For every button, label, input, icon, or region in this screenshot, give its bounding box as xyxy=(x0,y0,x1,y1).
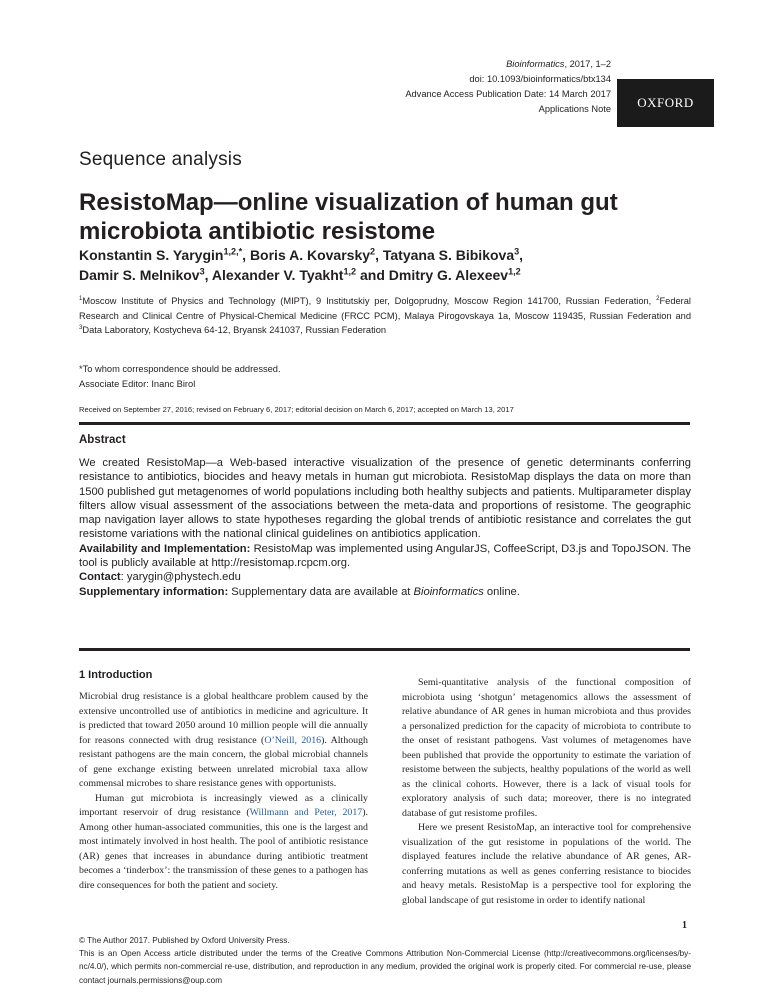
paragraph: Semi-quantitative analysis of the functional composition of microbiota using ‘shotgun’ metagenomics allows the assessment of relative abundance of AR genes in human microbiota and thus provides a personalized prediction for the capacity of microbiota to contribute to the onset of resistant pathogens. Vast volumes of metagenomes have been published that provide the opportunity to estimate the variation of resistome between the subjects, healthy populations of the world as well as the clinical cohorts. However, there is a lack of visual tools for exploratory analysis of such data; moreover, there is no integrated database of gut resistome profiles. xyxy=(402,677,691,819)
author-affil-sup: 1,2 xyxy=(508,266,521,277)
article-title: ResistoMap—online visualization of human gut microbiota antibiotic resistome xyxy=(79,189,618,245)
affil-sup: 1 xyxy=(79,295,83,302)
contact-text[interactable]: : yarygin@phystech.edu xyxy=(120,571,241,584)
author-separator: , xyxy=(242,247,250,263)
citation-link[interactable]: O’Neill, 2016 xyxy=(264,734,322,746)
publication-date: Advance Access Publication Date: 14 March 2017 xyxy=(405,89,611,99)
supplementary-journal: Bioinformatics xyxy=(413,585,484,598)
author-separator: and xyxy=(356,267,389,283)
license-text: This is an Open Access article distributed under the terms of the Creative Commons Attribution Non-Commercial License (http://creativecommons.org/licenses/by-nc/4.0/), which permits non-commercial re-use, distribution, and reproduction in any medium, provided the original work is properly cited. For commercial re-use, please contact journals.permissions@oup.com xyxy=(79,949,691,985)
journal-citation xyxy=(506,58,611,71)
author-separator: , xyxy=(519,247,524,263)
paragraph xyxy=(79,792,368,894)
oxford-logo: OXFORD xyxy=(617,79,714,127)
corresponding-star: * xyxy=(238,246,243,257)
abstract-body xyxy=(79,456,691,599)
author-separator: , xyxy=(375,247,383,263)
author-name: Damir S. Melnikov xyxy=(79,267,200,283)
affil-sup: 3 xyxy=(79,325,83,332)
supplementary-label: Supplementary information: xyxy=(79,585,229,598)
supplementary-text: Supplementary data are available at xyxy=(228,585,414,598)
page-number: 1 xyxy=(682,920,687,931)
section-label: Sequence analysis xyxy=(79,149,242,170)
contact-label: Contact xyxy=(79,571,121,584)
abstract-text: We created ResistoMap—a Web-based interactive visualization of the presence of genetic determinants conferring resistance to antibiotics, biocides and heavy metals in human gut microbiota. ResistoMap displays the data on more than 1500 published gut metagenomes of world populations including both healthy subjects and patients. Multiparameter display filters allow visual assessment of the associations between the meta-data and proportions of resistome. The geographic map navigation layer allows to state hypotheses regarding the global trends of antibiotic resistance and correlates the gut resistome variations with the national clinical guidelines on antibiotics application. xyxy=(79,457,691,541)
author-name: Alexander V. Tyakht xyxy=(211,267,344,283)
supplementary-text-end: online. xyxy=(483,585,520,598)
copyright-line: © The Author 2017. Published by Oxford University Press. xyxy=(79,936,290,945)
affil-sup: 2 xyxy=(656,295,660,302)
affiliation-3: Data Laboratory, Kostycheva 64-12, Bryansk 241037, Russian Federation xyxy=(82,325,387,336)
paragraph-text: ). Among other human-associated communities, this one is the largest and most intimately involved in host health. The pool of antibiotic resistance (AR) genes that increases in abundance during antibiotic treatment becomes a ‘tinderbox’: the transmission of these genes to a pathogen has dire consequences for both the patient and society. xyxy=(79,807,368,891)
author-affil-sup: 1,2 xyxy=(343,266,357,277)
paragraph: Here we present ResistoMap, an interactive tool for comprehensive visualization of the gut resistome in populations of the world. The displayed features include the relative abundance of AR genes, AR-conferring mutations as well as genes conferring resistance to biocides and heavy metals. ResistoMap is a perspective tool for exploring the global landscape of gut resistome in order to identify national xyxy=(402,822,691,906)
paragraph xyxy=(79,690,368,792)
author-affil-sup: 3 xyxy=(199,266,205,277)
affiliations xyxy=(79,294,691,338)
left-column xyxy=(79,668,368,893)
journal-name: Bioinformatics xyxy=(506,59,565,69)
received-dates: Received on September 27, 2016; revised on February 6, 2017; editorial decision on March 6, 2017; accepted on March 13, 2017 xyxy=(79,405,514,414)
citation-link[interactable]: Willmann and Peter, 2017 xyxy=(249,807,363,818)
author-name: Tatyana S. Bibikova xyxy=(382,247,515,263)
journal-year-pages: , 2017, 1–2 xyxy=(564,59,611,69)
doi-line[interactable]: doi: 10.1093/bioinformatics/btx134 xyxy=(469,74,611,84)
abstract-heading: Abstract xyxy=(79,434,126,446)
paragraph-text: Microbial drug resistance is a global healthcare problem caused by the extensive uncontrolled use of antibiotics in medicine and agriculture. It is predicted that toward 2050 around 10 million people will die annually for reasons connected with drug resistance ( xyxy=(79,691,368,746)
associate-editor: Associate Editor: Inanc Birol xyxy=(79,379,196,389)
availability-label: Availability and Implementation: xyxy=(79,542,251,555)
availability-text: ResistoMap was implemented using AngularJS, CoffeeScript, D3.js and TopoJSON. The tool is publicly available at http://resistomap.rcpcm.org. xyxy=(79,542,691,570)
abstract-divider xyxy=(79,648,690,651)
author-affil-sup: 3 xyxy=(514,246,520,257)
author-name: Dmitry G. Alexeev xyxy=(388,267,509,283)
intro-heading: 1 Introduction xyxy=(79,669,153,681)
article-type: Applications Note xyxy=(538,104,611,114)
affiliation-1: Moscow Institute of Physics and Technology (MIPT), 9 Institutskiy per, Dolgoprudny, Moscow Region 141700, Russian Federation, xyxy=(82,296,657,306)
affiliation-2: Federal Research and Clinical Centre of Physical-Chemical Medicine (FRCC PCM), Malaya Pirogovskaya 1a, Moscow 119435, Russian Federation and xyxy=(79,296,691,321)
author-separator: , xyxy=(204,267,212,283)
correspondence-note: *To whom correspondence should be addressed. xyxy=(79,364,281,374)
paragraph-text: Human gut microbiota is increasingly viewed as a clinically important reservoir of drug resistance ( xyxy=(79,792,368,818)
right-column xyxy=(402,676,691,908)
author-affil-sup: 2 xyxy=(370,246,376,257)
author-name: Konstantin S. Yarygin xyxy=(79,247,224,263)
author-list xyxy=(79,245,639,285)
author-name: Boris A. Kovarsky xyxy=(249,247,371,263)
top-divider xyxy=(79,422,690,425)
license-footer xyxy=(79,934,691,987)
author-affil-sup: 1,2, xyxy=(223,246,239,257)
paragraph-text: ). Although resistant pathogens are the main concern, the global microbial channels of gene exchange existing between unrelated microbial taxa allow commensal microbes to share resistance genes with opportunists. xyxy=(79,734,368,789)
